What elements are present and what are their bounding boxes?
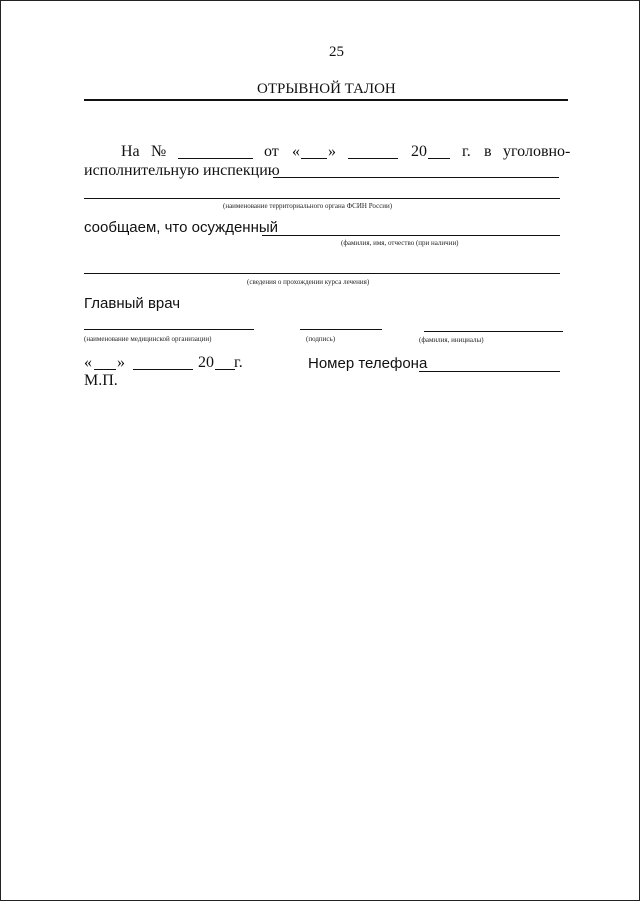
title-underline [84,99,568,101]
caption-org: (наименование медицинской организации) [84,335,212,343]
date-quote-open: « [84,354,92,371]
fio-field-line[interactable] [262,235,560,236]
date-day-line[interactable] [94,369,116,370]
caption-signature: (подпись) [306,335,336,343]
label-convicted: сообщаем, что осужденный [84,219,279,236]
label-ugolovno: уголовно- [503,143,571,160]
inspection-field-line-2[interactable] [84,198,560,199]
caption-fsin: (наименование территориального органа ФСИН России) [223,202,393,210]
date-year-prefix: 20 [198,354,214,371]
label-ot: от [264,143,279,160]
inspection-field-line[interactable] [273,177,559,178]
document-title: ОТРЫВНОЙ ТАЛОН [257,81,396,97]
initials-field-line[interactable] [424,331,563,332]
date-year-line[interactable] [215,369,235,370]
label-inspection: исполнительную инспекцию [84,162,280,179]
date-label-g: г. [234,354,243,371]
date-month-line[interactable] [133,369,193,370]
signature-field-line[interactable] [300,329,382,330]
label-na: На [121,143,140,160]
label-chief-doctor: Главный врач [84,295,181,312]
label-phone: Номер телефона [308,355,428,372]
date-quote-close: » [117,354,125,371]
quote-open: « [292,143,300,160]
year-field-line[interactable] [428,158,450,159]
quote-close: » [328,143,336,160]
year-prefix: 20 [411,143,427,160]
day-field-line[interactable] [301,158,327,159]
phone-field-line[interactable] [419,371,560,372]
number-field-line[interactable] [178,158,253,159]
caption-initials: (фамилия, инициалы) [419,336,484,344]
caption-course: (сведения о прохождении курса лечения) [247,278,370,286]
page-number: 25 [329,44,344,60]
org-field-line[interactable] [84,329,254,330]
label-number-sign: № [151,143,167,160]
label-seal: М.П. [84,372,118,389]
caption-fio: (фамилия, имя, отчество (при наличии) [341,239,459,247]
course-field-line[interactable] [84,273,560,274]
month-field-line[interactable] [348,158,398,159]
label-v: в [484,143,492,160]
label-g: г. [462,143,471,160]
